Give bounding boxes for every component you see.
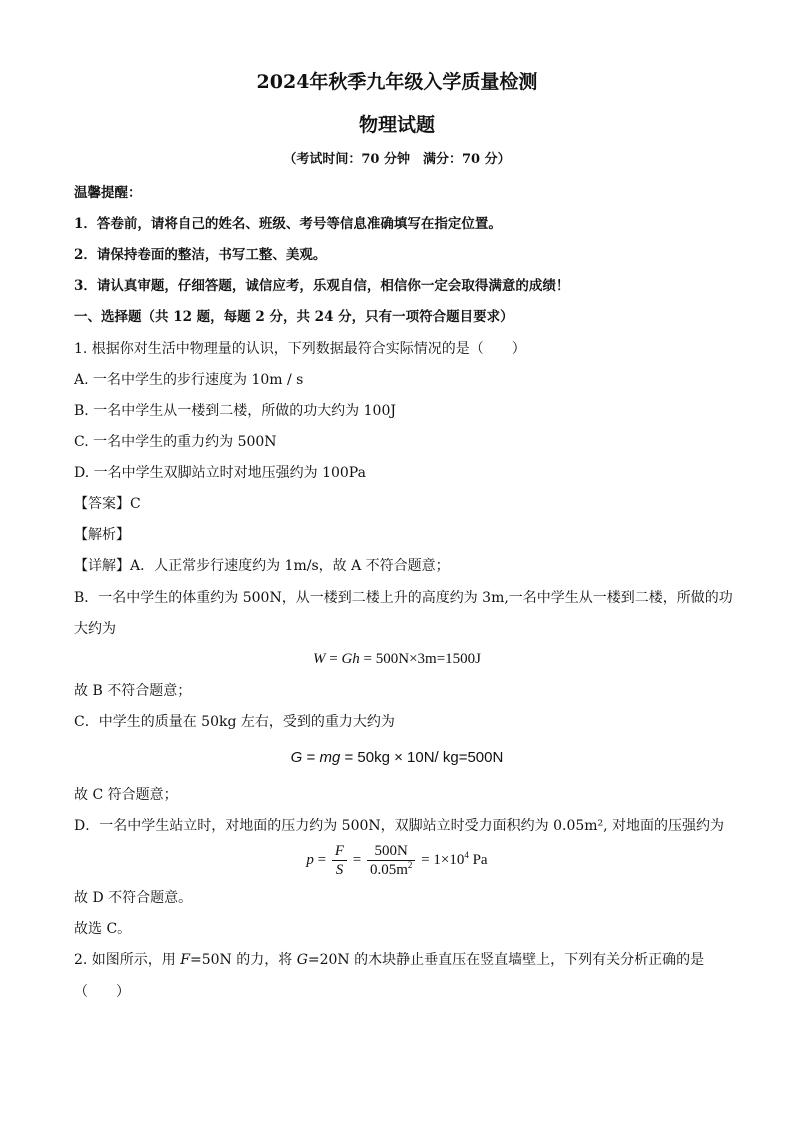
question-1-stem: 1. 根据你对生活中物理量的认识，下列数据最符合实际情况的是（ ） <box>74 341 526 357</box>
notice-item-1: 1．答卷前，请将自己的姓名、班级、考号等信息准确填写在指定位置。 <box>74 216 502 232</box>
formula-w-symbol: W <box>312 651 326 667</box>
formula-pressure: p = $\frac{F}{S}$ = $\frac{500N}{0.05m^2}$ = $1\times 10^4$ Pa <box>306 843 488 879</box>
detail-d-line-1: D．一名中学生站立时，对地面的压力约为 500N，双脚站立时受力面积约为 0.05m², 对地面的压强约为 <box>74 818 725 834</box>
subject-title: 物理试题 <box>358 114 435 136</box>
notice-item-2: 2．请保持卷面的整洁，书写工整、美观。 <box>74 247 327 263</box>
exam-title: 2024年秋季九年级入学质量检测 <box>256 71 538 93</box>
formula-work: W = Gh = 500N×3m=1500J <box>312 651 482 667</box>
detail-b-line-1: B．一名中学生的体重约为 500N，从一楼到二楼上升的高度约为 3m,一名中学生从一楼到二楼，所做的功 <box>74 590 733 606</box>
detail-c: C．中学生的质量在 50kg 左右，受到的重力大约为 <box>74 714 395 730</box>
question-1-option-a: A. 一名中学生的步行速度为 10m / s <box>74 372 304 388</box>
formula-gravity: G = mg = 50kg × 10N/ kg=500N <box>290 749 504 766</box>
section-heading: 一、选择题（共 12 题，每题 2 分，共 24 分，只有一项符合题目要求） <box>74 309 514 325</box>
notice-heading: 温馨提醒： <box>74 185 142 201</box>
question-2-paren: （ ） <box>74 984 130 1000</box>
notice-item-3: 3．请认真审题，仔细答题，诚信应考，乐观自信，相信你一定会取得满意的成绩！ <box>74 278 570 294</box>
detail-b-line-2: 大约为 <box>74 621 116 637</box>
analysis-label: 【解析】 <box>74 527 130 543</box>
answer-label: 【答案】C <box>74 496 141 512</box>
question-1-option-b: B. 一名中学生从一楼到二楼，所做的功大约为 100J <box>74 403 396 419</box>
fraction-f-over-s: $\frac{F}{S}$ <box>332 842 347 879</box>
detail-b-conclusion: 故 B 不符合题意； <box>74 683 192 699</box>
fraction-values: $\frac{500N}{0.05m^2}$ <box>367 842 415 879</box>
final-choice: 故选 C。 <box>74 921 132 937</box>
detail-c-conclusion: 故 C 符合题意； <box>74 787 178 803</box>
exam-info: （考试时间：70 分钟 满分：70 分） <box>283 152 511 167</box>
question-2-stem: 2. 如图所示，用 F=50N 的力，将 G=20N 的木块静止垂直压在竖直墙壁上，下列有关分析正确的是 <box>74 952 705 968</box>
question-1-option-c: C. 一名中学生的重力约为 500N <box>74 434 277 450</box>
question-1-option-d: D. 一名中学生双脚站立时对地压强约为 100Pa <box>74 465 366 481</box>
detail-a: 【详解】A．人正常步行速度约为 1m/s，故 A 不符合题意； <box>74 558 450 574</box>
detail-d-conclusion: 故 D 不符合题意。 <box>74 890 193 906</box>
